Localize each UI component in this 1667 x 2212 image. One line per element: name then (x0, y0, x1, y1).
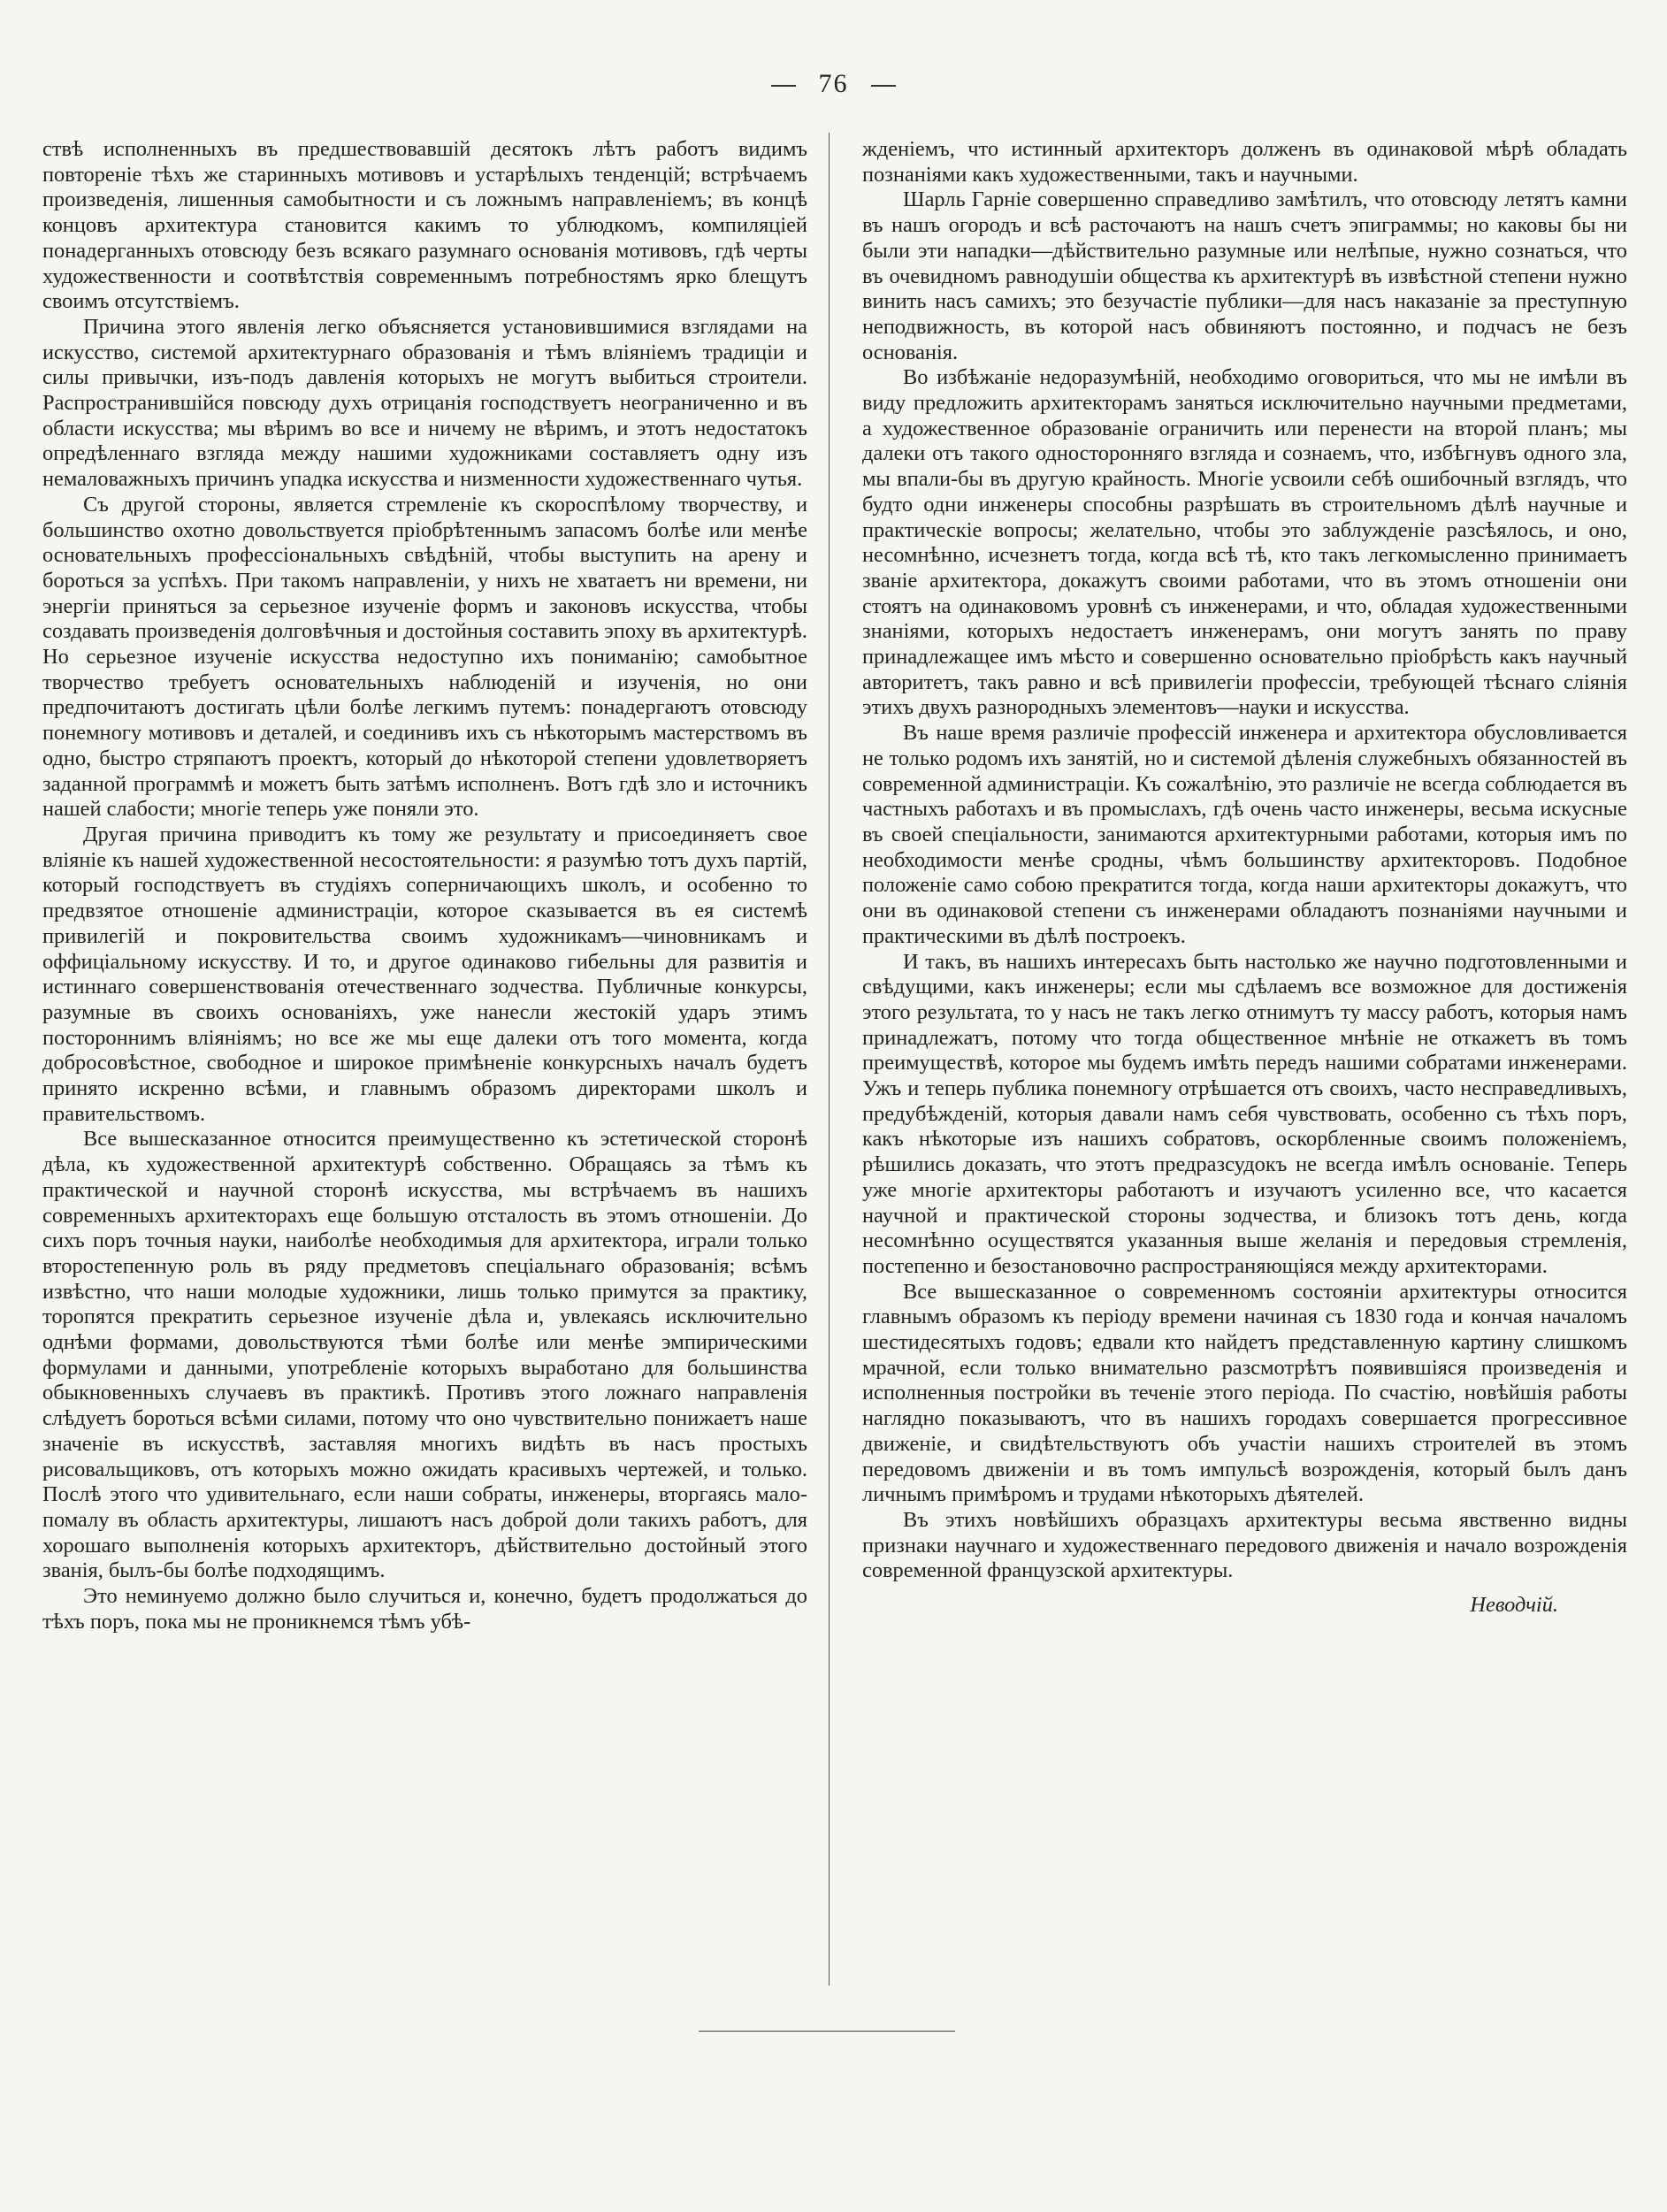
paragraph: Другая причина приводитъ къ тому же результату и присоединяетъ свое вліяніе къ нашей художественной несостоятельности: я разумѣю тотъ духъ партій, который господствуетъ въ студіяхъ соперничающихъ школъ, и особенно то предвзятое отношеніе администраціи, которое сказывается въ ея системѣ привилегій и покровительства своимъ художникамъ—чиновникамъ и оффиціальному искусству. И то, и другое одинаково гибельны для развитія и истиннаго совершенствованія отечественнаго зодчества. Публичные конкурсы, разумные въ своихъ основаніяхъ, уже нанесли жестокій ударъ этимъ постороннимъ вліяніямъ; но все же мы еще далеки отъ того момента, когда добросовѣстное, свободное и широкое примѣненіе конкурсныхъ началъ будетъ принято искренно всѣми, и главнымъ образомъ директорами школъ и правительствомъ. (42, 822, 807, 1126)
paragraph: Все вышесказанное о современномъ состояніи архитектуры относится главнымъ образомъ къ періоду времени начиная съ 1830 года и кончая началомъ шестидесятыхъ годовъ; едвали кто найдетъ представленную картину слишкомъ мрачной, если только внимательно разсмотрѣтъ появившіяся произведенія и исполненныя постройки въ теченіе этого періода. По счастію, новѣйшія работы наглядно показываютъ, что въ нашихъ городахъ совершается прогрессивное движеніе, и свидѣтельствуютъ объ участіи нашихъ строителей въ этомъ передовомъ движеніи и въ томъ импульсѣ возрожденія, который былъ данъ личнымъ примѣромъ и трудами нѣкоторыхъ дѣятелей. (862, 1279, 1627, 1507)
right-column (862, 137, 1627, 1619)
footer-rule (699, 2031, 955, 2032)
dash-left (771, 85, 796, 87)
left-column (42, 137, 807, 1634)
page-number-header (0, 69, 1667, 99)
paragraph: ствѣ исполненныхъ въ предшествовавшій десятокъ лѣтъ работъ видимъ повтореніе тѣхъ же старинныхъ мотивовъ и устарѣлыхъ тенденцій; встрѣчаемъ произведенія, лишенныя самобытности и съ ложнымъ направленіемъ; въ концѣ концовъ архитектура становится какимъ то ублюдкомъ, компиляціей понадерганныхъ отовсюду безъ всякаго разумнаго основанія мотивовъ, гдѣ черты художественности и соотвѣтствія современнымъ потребностямъ ярко блещутъ своимъ отсутствіемъ. (42, 137, 807, 314)
paragraph: Въ этихъ новѣйшихъ образцахъ архитектуры весьма явственно видны признаки научнаго и художественнаго передового движенія и начало возрожденія современной французской архитектуры. (862, 1507, 1627, 1583)
paragraph: Все вышесказанное относится преимущественно къ эстетической сторонѣ дѣла, къ художественной архитектурѣ собственно. Обращаясь за тѣмъ къ практической и научной сторонѣ искусства, мы встрѣчаемъ въ нашихъ современныхъ архитекторахъ еще большую отсталость въ этомъ отношеніи. До сихъ поръ точныя науки, наиболѣе необходимыя для архитектора, играли только второстепенную роль въ ряду предметовъ спеціальнаго образованія; всѣмъ извѣстно, что наши молодые художники, лишь только примутся за практику, торопятся прекратить серьезное изученіе дѣла и, увлекаясь исключительно однѣми формами, довольствуются тѣми болѣе или менѣе эмпирическими формулами и данными, употребленіе которыхъ выработано для большинства обыкновенныхъ случаевъ въ практикѣ. Противъ этого ложнаго направленія слѣдуетъ бороться всѣми силами, потому что оно чувствительно понижаетъ наше значеніе въ искусствѣ, заставляя многихъ видѣть въ насъ простыхъ рисовальщиковъ, отъ которыхъ можно ожидать красивыхъ чертежей, и только. Послѣ этого что удивительнаго, если наши собраты, инженеры, вторгаясь мало-помалу въ область архитектуры, лишаютъ насъ доброй доли такихъ работъ, для хорошаго выполненія которыхъ архитекторъ, дѣйствительно достойный этого званія, былъ-бы болѣе подходящимъ. (42, 1127, 807, 1583)
paragraph: Въ наше время различіе профессій инженера и архитектора обусловливается не только родомъ ихъ занятій, но и системой дѣленія служебныхъ обязанностей въ современной администраціи. Къ сожалѣнію, это различіе не всегда соблюдается въ частныхъ работахъ и въ промыслахъ, гдѣ очень часто инженеры, весьма искусные въ своей спеціальности, занимаются архитектурными работами, которыя имъ по необходимости менѣе сродны, чѣмъ большинству архитекторовъ. Подобное положеніе само собою прекратится тогда, когда наши архитекторы докажутъ, что они въ одинаковой степени съ инженерами обладаютъ познаніями научными и практическими въ дѣлѣ построекъ. (862, 721, 1627, 948)
paragraph: Это неминуемо должно было случиться и, конечно, будетъ продолжаться до тѣхъ поръ, пока мы не проникнемся тѣмъ убѣ- (42, 1584, 807, 1634)
paragraph: жденіемъ, что истинный архитекторъ долженъ въ одинаковой мѣрѣ обладать познаніями какъ художественными, такъ и научными. (862, 137, 1627, 187)
column-divider (829, 133, 830, 1986)
paragraph: Шарль Гарніе совершенно справедливо замѣтилъ, что отовсюду летятъ камни въ нашъ огородъ и всѣ расточаютъ на нашъ счетъ эпиграммы; но каковы бы ни были эти нападки—дѣйствительно разумные или нелѣпые, нужно сознаться, что въ очевидномъ равнодушіи общества къ архитектурѣ въ извѣстной степени нужно винить насъ самихъ; это безучастіе публики—для насъ наказаніе за преступную неподвижность, въ которой насъ обвиняютъ постоянно, и подчасъ не безъ основанія. (862, 188, 1627, 364)
paragraph: И такъ, въ нашихъ интересахъ быть настолько же научно подготовленными и свѣдущими, какъ инженеры; если мы сдѣлаемъ все возможное для достиженія этого результата, то у насъ не такъ легко отнимутъ ту массу работъ, которыя намъ принадлежатъ, потому что тогда общественное мнѣніе не откажетъ въ томъ преимуществѣ, которое мы будемъ имѣть передъ нашими собратами инженерами. Ужъ и теперь публика понемногу отрѣшается отъ своихъ, часто несправедливыхъ, предубѣжденій, которыя давали намъ себя чувствовать, особенно съ тѣхъ поръ, какъ нѣкоторые изъ нашихъ собратовъ, оскорбленные своимъ положеніемъ, рѣшились доказать, что этотъ предразсудокъ не всегда имѣлъ основаніе. Теперь уже многіе архитекторы работаютъ и изучаютъ усиленно все, что касается научной и практической стороны зодчества, и близокъ тотъ день, когда несомнѣнно осуществятся указанныя выше желанія и передовыя стремленія, постепенно и безостановочно распространяющіяся между архитекторами. (862, 949, 1627, 1278)
paragraph: Во избѣжаніе недоразумѣній, необходимо оговориться, что мы не имѣли въ виду предложить архитекторамъ заняться исключительно научными предметами, а художественное образованіе ограничить или перенести на второй планъ; мы далеки отъ такого односторонняго взгляда и сознаемъ, что, избѣгнувъ одного зла, мы впали-бы въ другую крайность. Многіе усвоили себѣ ошибочный взглядъ, что будто одни инженеры способны разрѣшать въ строительномъ дѣлѣ научные и практическіе вопросы; желательно, чтобы это заблужденіе разсѣялось, и оно, несомнѣнно, исчезнетъ тогда, когда всѣ тѣ, кто такъ легкомысленно принимаетъ званіе архитектора, докажутъ своими работами, что въ этомъ отношеніи они стоятъ на одинаковомъ уровнѣ съ инженерами, и что, обладая художественными знаніями, которыхъ недостаетъ инженерамъ, они могутъ занять по праву принадлежащее имъ мѣсто и совершенно основательно пріобрѣсть какъ научный авторитетъ, такъ равно и всѣ привилегіи профессіи, требующей тѣснаго сліянія этихъ двухъ разнородныхъ элементовъ—науки и искусства. (862, 365, 1627, 720)
dash-right (871, 85, 896, 87)
paragraph: Причина этого явленія легко объясняется установившимися взглядами на искусство, системой архитектурнаго образованія и тѣмъ вліяніемъ традиціи и силы привычки, изъ-подъ давленія которыхъ не могутъ выбиться строители. Распространившійся повсюду духъ отрицанія господствуетъ неограниченно и въ области искусства; мы вѣримъ во все и ничему не вѣримъ, и этотъ недостатокъ опредѣленнаго взгляда между нашими художниками составляетъ одну изъ немаловажныхъ причинъ упадка искусства и низменности художественнаго чутья. (42, 314, 807, 492)
page-number: 76 (818, 69, 849, 98)
paragraph: Съ другой стороны, является стремленіе къ скороспѣлому творчеству, и большинство охотно довольствуется пріобрѣтеннымъ запасомъ болѣе или менѣе основательныхъ профессіональныхъ свѣдѣній, чтобы выступить на арену и бороться за успѣхъ. При такомъ направленіи, у нихъ не хватаетъ ни времени, ни энергіи приняться за серьезное изученіе формъ и законовъ искусства, чтобы создавать произведенія долговѣчныя и достойныя составить эпоху въ архитектурѣ. Но серьезное изученіе искусства недоступно ихъ пониманію; самобытное творчество требуетъ основательныхъ наблюденій и изученія, но они предпочитаютъ достигать цѣли болѣе легкимъ путемъ: понадергаютъ отовсюду понемногу мотивовъ и деталей, и соединивъ ихъ съ нѣкоторымъ мастерствомъ въ одно, быстро стряпаютъ проектъ, который до нѣкоторой степени удовлетворяетъ заданной программѣ и можетъ быть затѣмъ исполненъ. Вотъ гдѣ зло и источникъ нашей слабости; многіе теперь уже поняли это. (42, 492, 807, 822)
author-signature: Неводчій. (1470, 1593, 1558, 1618)
